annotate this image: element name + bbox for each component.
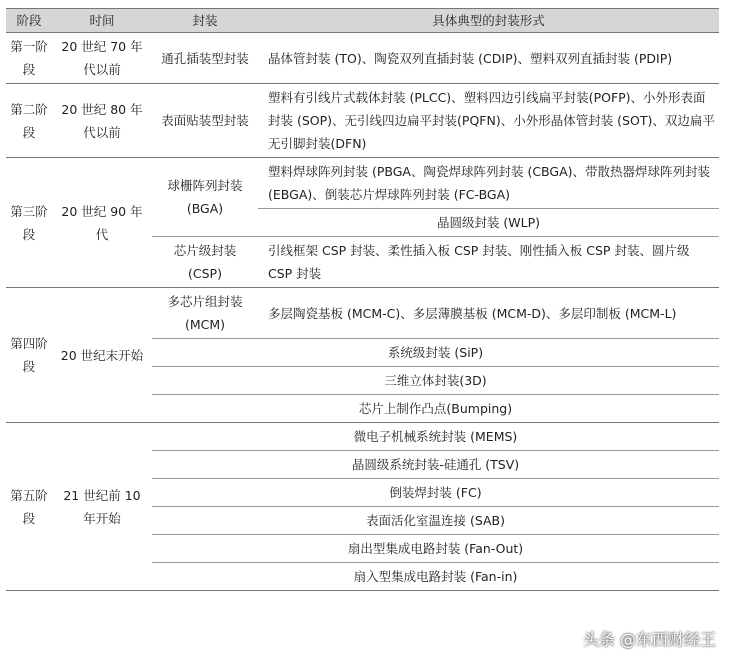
header-time: 时间 [52,9,152,33]
time-cell: 20 世纪 80 年代以前 [52,84,152,158]
header-stage: 阶段 [6,9,52,33]
header-row [6,9,719,33]
time-cell: 21 世纪前 10 年开始 [52,423,152,591]
forms-cell: 扇入型集成电路封装 (Fan-in) [152,563,719,591]
forms-cell: 扇出型集成电路封装 (Fan-Out) [152,535,719,563]
package-cell: 芯片级封装 (CSP) [152,237,258,288]
forms-cell: 系统级封装 (SiP) [152,339,719,367]
header-forms: 具体典型的封装形式 [258,9,719,33]
package-cell: 球栅阵列封装 (BGA) [152,158,258,237]
forms-cell: 晶圆级封装 (WLP) [258,209,719,237]
table-row [6,288,719,339]
stage-cell: 第四阶段 [6,288,52,423]
forms-cell: 晶体管封装 (TO)、陶瓷双列直插封装 (CDIP)、塑料双列直插封装 (PDIP) [258,33,719,84]
stage-cell: 第三阶段 [6,158,52,288]
table-row [6,158,719,209]
package-cell: 多芯片组封装 (MCM) [152,288,258,339]
table-row [6,33,719,84]
forms-cell: 塑料焊球阵列封装 (PBGA、陶瓷焊球阵列封装 (CBGA)、带散热器焊球阵列封装 (EBGA)、倒装芯片焊球阵列封装 (FC-BGA) [258,158,719,209]
table-row [6,84,719,158]
forms-cell: 晶圆级系统封装-硅通孔 (TSV) [152,451,719,479]
package-cell: 通孔插装型封装 [152,33,258,84]
forms-cell: 表面活化室温连接 (SAB) [152,507,719,535]
watermark: 头条 @东西财经王 [582,630,716,649]
stage-cell: 第五阶段 [6,423,52,591]
forms-cell: 多层陶瓷基板 (MCM-C)、多层薄膜基板 (MCM-D)、多层印制板 (MCM-L) [258,288,719,339]
stage-cell: 第一阶段 [6,33,52,84]
forms-cell: 倒装焊封装 (FC) [152,479,719,507]
packaging-stages-table [6,8,719,591]
forms-cell: 微电子机械系统封装 (MEMS) [152,423,719,451]
header-package: 封装 [152,9,258,33]
package-cell: 表面贴装型封装 [152,84,258,158]
time-cell: 20 世纪末开始 [52,288,152,423]
time-cell: 20 世纪 70 年代以前 [52,33,152,84]
time-cell: 20 世纪 90 年代 [52,158,152,288]
forms-cell: 三维立体封装(3D) [152,367,719,395]
table-row [6,423,719,451]
stage-cell: 第二阶段 [6,84,52,158]
forms-cell: 塑料有引线片式载体封装 (PLCC)、塑料四边引线扁平封装(POFP)、小外形表面封装 (SOP)、无引线四边扁平封装(PQFN)、小外形晶体管封装 (SOT)、双边扁平无引脚封装(DFN) [258,84,719,158]
forms-cell: 芯片上制作凸点(Bumping) [152,395,719,423]
forms-cell: 引线框架 CSP 封装、柔性插入板 CSP 封装、刚性插入板 CSP 封装、圆片级 CSP 封装 [258,237,719,288]
